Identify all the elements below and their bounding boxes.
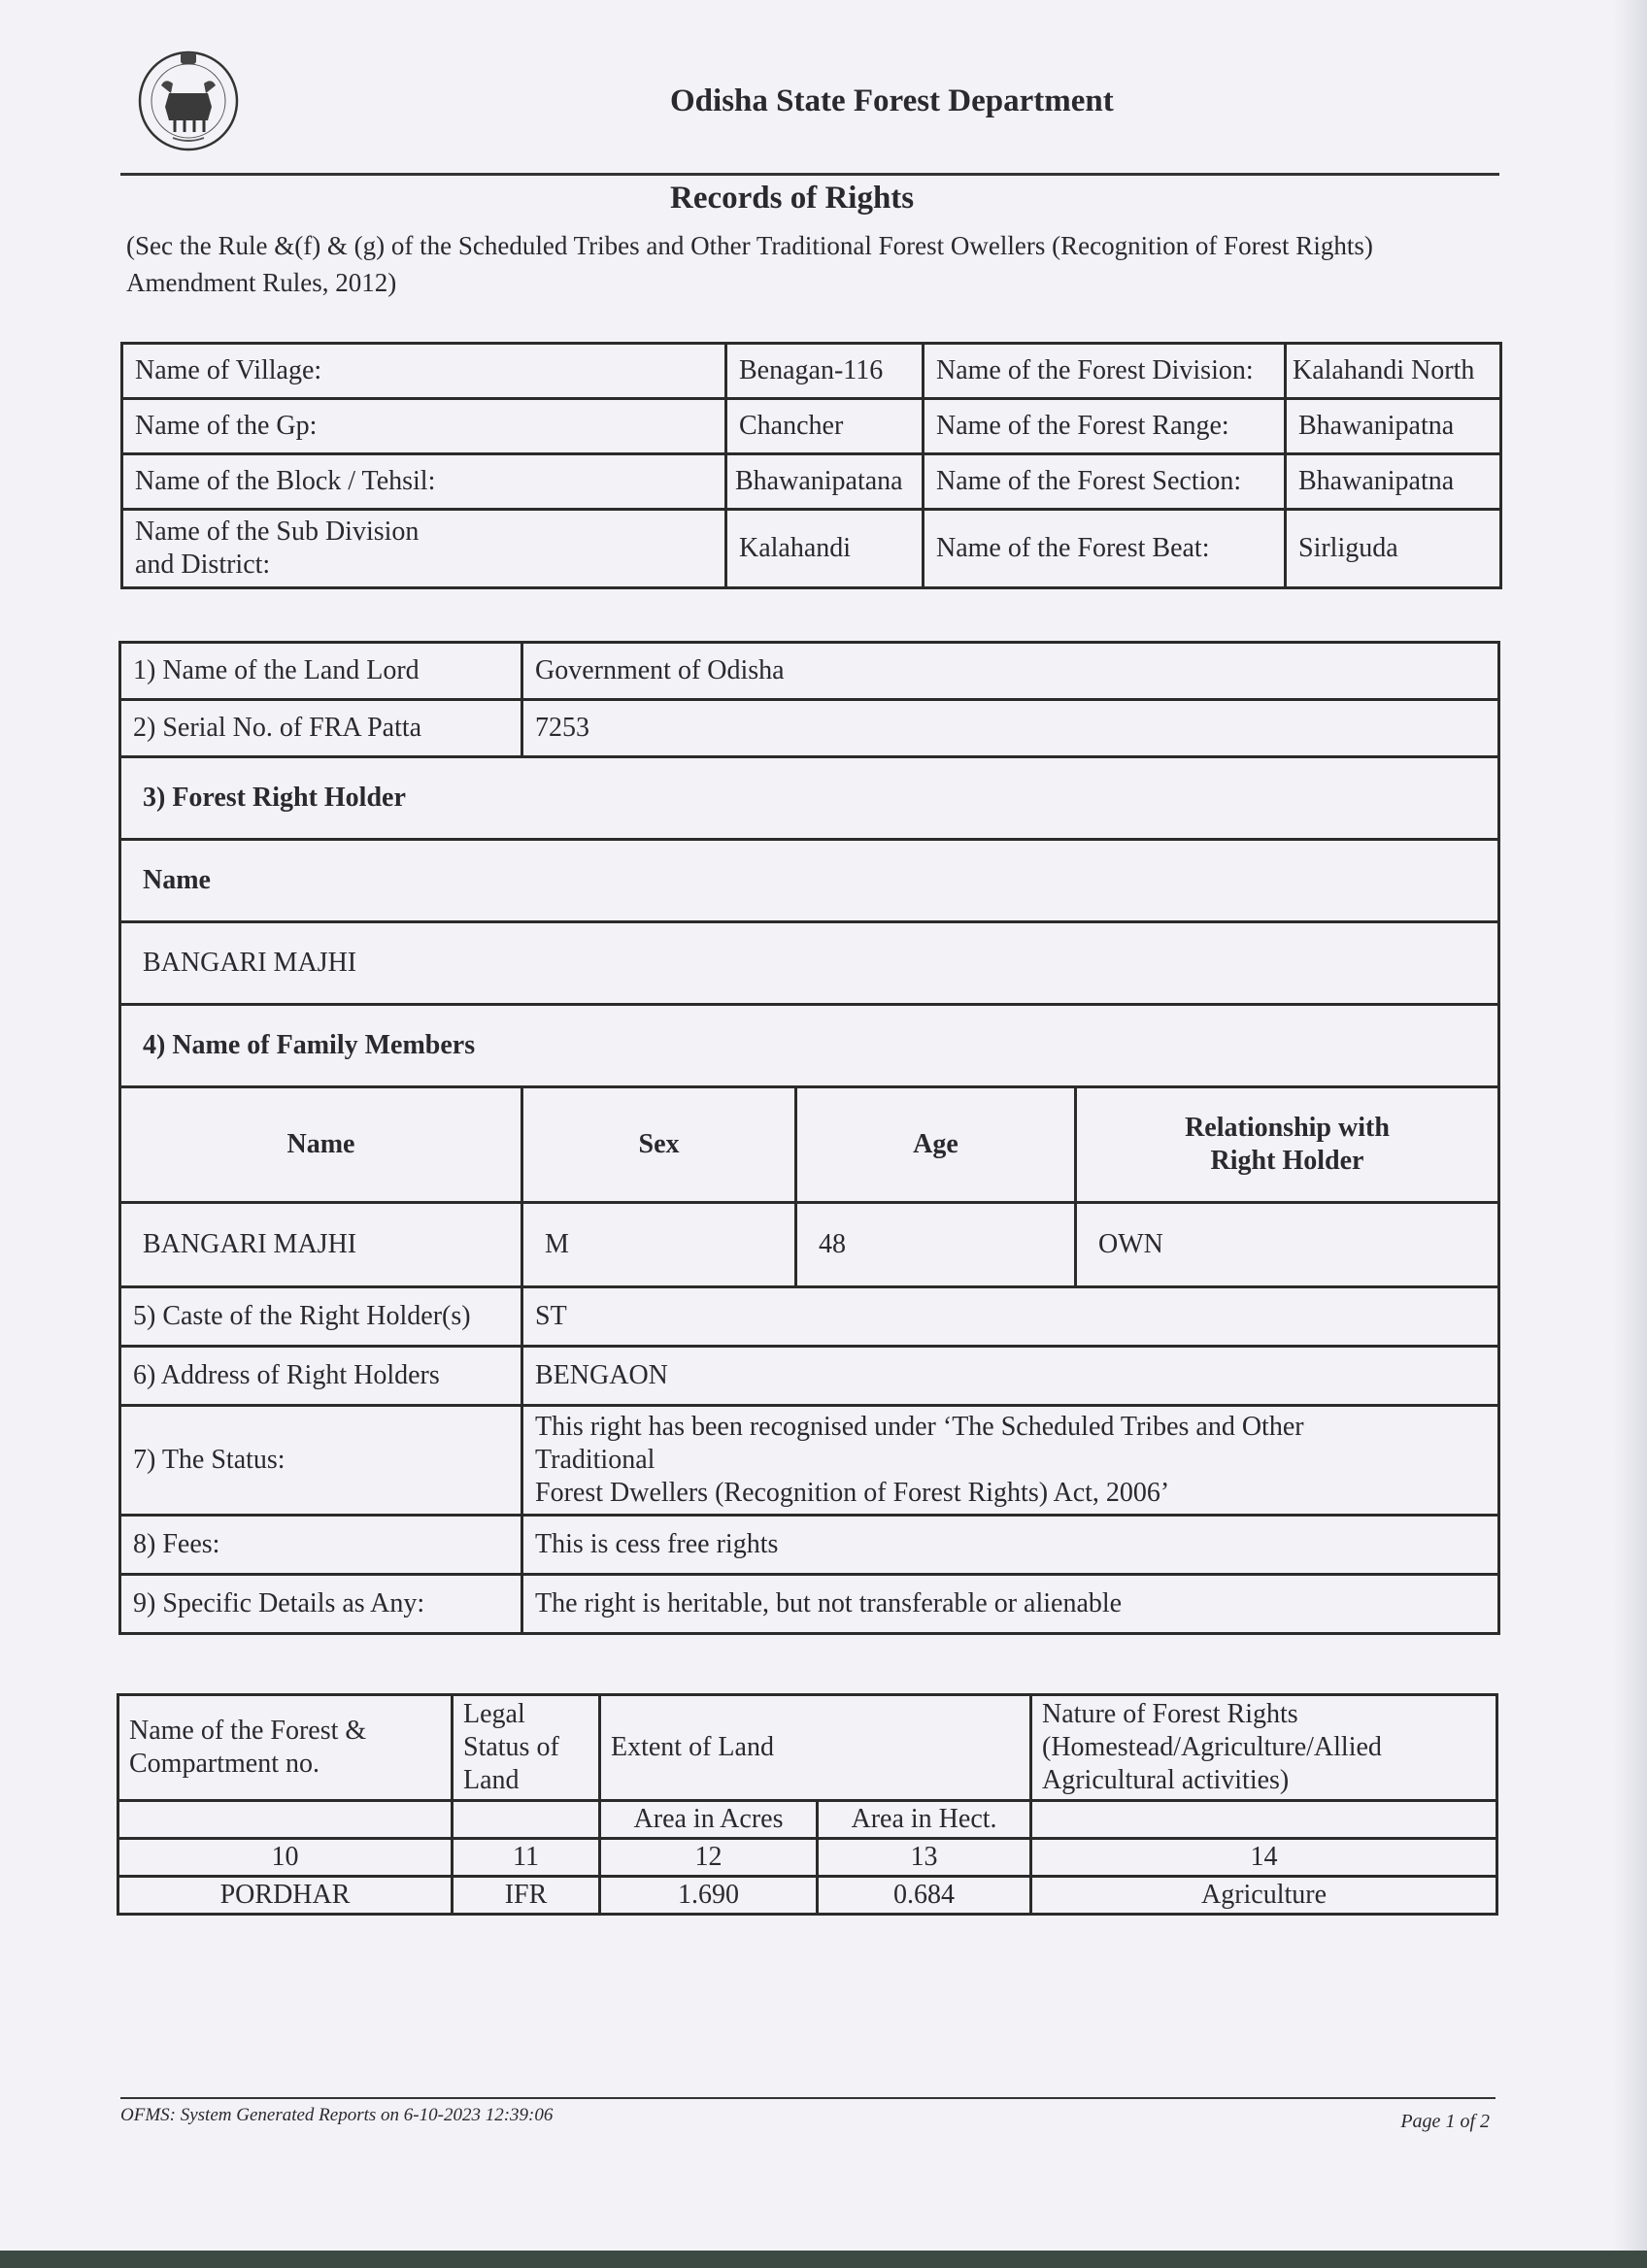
- family-name: BANGARI MAJHI: [120, 1203, 522, 1287]
- table-row: [122, 399, 1501, 454]
- village-value: Benagan-116: [726, 344, 924, 399]
- land-number-row: [118, 1839, 1497, 1877]
- status-value: [522, 1406, 1499, 1516]
- fees-value: This is cess free rights: [522, 1516, 1499, 1575]
- nature-heading: Nature of Forest Rights (Homestead/Agriculture/Allied Agricultural activities): [1031, 1695, 1497, 1801]
- area-acres: 1.690: [600, 1877, 818, 1915]
- table-row: [120, 922, 1499, 1005]
- family-row: [120, 1203, 1499, 1287]
- scan-bottom-edge: [0, 2251, 1647, 2268]
- column-number: 11: [453, 1839, 600, 1877]
- subdivision-value: Kalahandi: [726, 510, 924, 588]
- footer-page-number: Page 1 of 2: [1400, 2111, 1490, 2132]
- footer-divider: [120, 2097, 1496, 2099]
- area-hect: 0.684: [818, 1877, 1031, 1915]
- serial-label: 2) Serial No. of FRA Patta: [120, 700, 522, 757]
- family-col-sex: Sex: [522, 1087, 796, 1203]
- holder-heading: 3) Forest Right Holder: [120, 757, 1499, 840]
- column-number: 10: [118, 1839, 453, 1877]
- family-col-relationship: [1076, 1087, 1499, 1203]
- address-label: 6) Address of Right Holders: [120, 1347, 522, 1406]
- family-col-age: Age: [796, 1087, 1076, 1203]
- page-edge-shadow: [1612, 0, 1647, 2268]
- family-col-name: Name: [120, 1087, 522, 1203]
- family-age: 48: [796, 1203, 1076, 1287]
- table-row: [120, 840, 1499, 922]
- footer-generated: OFMS: System Generated Reports on 6-10-2023 12:39:06: [120, 2105, 554, 2125]
- forest-beat-label: Name of the Forest Beat:: [924, 510, 1286, 588]
- legal-status-heading: [453, 1695, 600, 1801]
- fees-label: 8) Fees:: [120, 1516, 522, 1575]
- empty-cell: [453, 1801, 600, 1839]
- forest-beat-value: Sirliguda: [1286, 510, 1501, 588]
- land-data-row: [118, 1877, 1497, 1915]
- column-number: 14: [1031, 1839, 1497, 1877]
- table-row: [120, 700, 1499, 757]
- table-row: [120, 1005, 1499, 1087]
- department-title: Odisha State Forest Department: [670, 83, 1114, 118]
- block-value: Bhawanipatana: [726, 454, 924, 510]
- serial-value: 7253: [522, 700, 1499, 757]
- forest-name: PORDHAR: [118, 1877, 453, 1915]
- details-label: 9) Specific Details as Any:: [120, 1575, 522, 1634]
- forest-section-value: Bhawanipatna: [1286, 454, 1501, 510]
- family-header-row: [120, 1087, 1499, 1203]
- forest-compartment-heading: [118, 1695, 453, 1801]
- forest-range-label: Name of the Forest Range:: [924, 399, 1286, 454]
- extent-heading: Extent of Land: [600, 1695, 1031, 1801]
- relationship-heading-text: Relationship with Right Holder: [1185, 1113, 1390, 1176]
- table-row: [122, 344, 1501, 399]
- family-heading: 4) Name of Family Members: [120, 1005, 1499, 1087]
- block-label: Name of the Block / Tehsil:: [122, 454, 726, 510]
- address-value: BENGAON: [522, 1347, 1499, 1406]
- column-number: 12: [600, 1839, 818, 1877]
- location-table: [120, 342, 1502, 589]
- odisha-emblem-icon: [136, 43, 241, 153]
- forest-division-value: Kalahandi North: [1286, 344, 1501, 399]
- header-divider: [120, 173, 1499, 176]
- family-sex: M: [522, 1203, 796, 1287]
- status-label: 7) The Status:: [120, 1406, 522, 1516]
- landlord-label: 1) Name of the Land Lord: [120, 643, 522, 700]
- subdivision-label: [122, 510, 726, 588]
- table-row: [120, 757, 1499, 840]
- document-subtitle: (Sec the Rule &(f) & (g) of the Scheduled Tribes and Other Traditional Forest Owellers (Recognition of Forest Rights) Amendment Rules, 2012): [126, 231, 1373, 297]
- table-row: [120, 1575, 1499, 1634]
- table-row: [122, 510, 1501, 588]
- holder-name: BANGARI MAJHI: [120, 922, 1499, 1005]
- legal-status: IFR: [453, 1877, 600, 1915]
- village-label: Name of Village:: [122, 344, 726, 399]
- table-row: [120, 1287, 1499, 1347]
- status-line-2: Forest Dwellers (Recognition of Forest Rights) Act, 2006’: [535, 1478, 1170, 1508]
- forest-section-label: Name of the Forest Section:: [924, 454, 1286, 510]
- forest-right-nature: Agriculture: [1031, 1877, 1497, 1915]
- table-row: [120, 1516, 1499, 1575]
- caste-label: 5) Caste of the Right Holder(s): [120, 1287, 522, 1347]
- details-value: The right is heritable, but not transferable or alienable: [522, 1575, 1499, 1634]
- empty-cell: [1031, 1801, 1497, 1839]
- hect-heading: Area in Hect.: [818, 1801, 1031, 1839]
- column-number: 13: [818, 1839, 1031, 1877]
- status-line-1: This right has been recognised under ‘The Scheduled Tribes and Other Traditional: [535, 1412, 1304, 1475]
- table-row: [120, 1406, 1499, 1516]
- land-table: [117, 1693, 1498, 1916]
- empty-cell: [118, 1801, 453, 1839]
- legal-status-text: Legal Status of Land: [463, 1699, 559, 1795]
- gp-value: Chancher: [726, 399, 924, 454]
- table-row: [122, 454, 1501, 510]
- rights-table: [118, 641, 1500, 1635]
- family-relationship: OWN: [1076, 1203, 1499, 1287]
- forest-compartment-text: Name of the Forest & Compartment no.: [129, 1716, 367, 1779]
- subdivision-label-text: Name of the Sub Division and District:: [135, 517, 420, 580]
- gp-label: Name of the Gp:: [122, 399, 726, 454]
- table-row: [120, 643, 1499, 700]
- land-subheader-row: [118, 1801, 1497, 1839]
- name-heading: Name: [120, 840, 1499, 922]
- forest-range-value: Bhawanipatna: [1286, 399, 1501, 454]
- caste-value: ST: [522, 1287, 1499, 1347]
- landlord-value: Government of Odisha: [522, 643, 1499, 700]
- table-row: [120, 1347, 1499, 1406]
- document-title: Records of Rights: [670, 181, 915, 216]
- forest-division-label: Name of the Forest Division:: [924, 344, 1286, 399]
- acres-heading: Area in Acres: [600, 1801, 818, 1839]
- land-header-row: [118, 1695, 1497, 1801]
